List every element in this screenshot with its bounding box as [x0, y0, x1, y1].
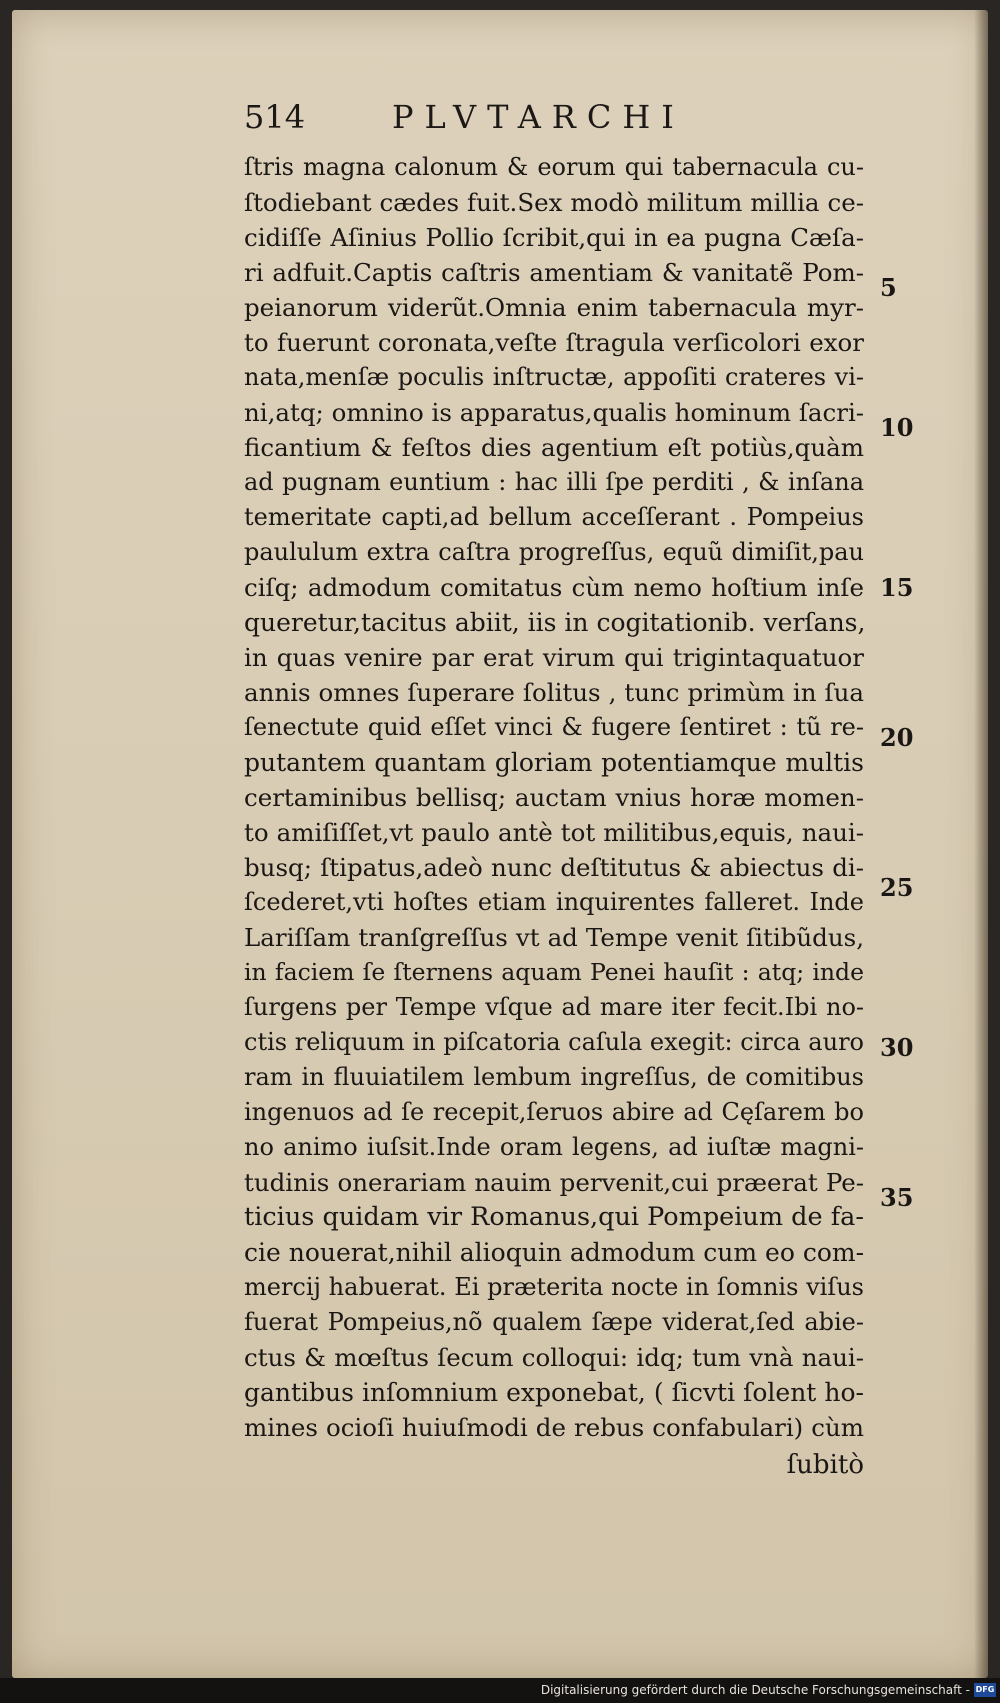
- text-line: to amiſiſſet,vt paulo antè tot militibus,equis, naui-: [244, 818, 864, 847]
- funding-credit: Digitalisierung gefördert durch die Deutsche Forschungsgemeinschaft -: [540, 1683, 970, 1697]
- text-line: ctis reliquum in piſcatoria caſula exegit: circa auro: [244, 1028, 864, 1056]
- text-line: ficantium & feſtos dies agentium eſt potiùs,quàm: [244, 433, 864, 462]
- margin-line-number-35: 35: [880, 1183, 914, 1212]
- text-line: cidiſſe Aſinius Pollio ſcribit,qui in ea pugna Cæſa-: [244, 223, 864, 252]
- text-line: certaminibus bellisq; auctam vnius horæ momen-: [244, 783, 864, 812]
- text-line: temeritate capti,ad bellum acceſſerant . Pompeius: [244, 503, 864, 531]
- text-line: ſenectute quid eſſet vinci & fugere ſentiret : tũ re-: [244, 713, 864, 741]
- text-line: annis omnes ſuperare ſolitus , tunc primùm in ſua: [244, 678, 864, 707]
- text-line: no animo iuſsit.Inde oram legens, ad iuſtæ magni-: [244, 1133, 864, 1161]
- page-header: [12, 98, 988, 138]
- text-line: ſtris magna calonum & eorum qui tabernacula cu-: [244, 153, 864, 181]
- text-line: ad pugnam euntium : hac illi ſpe perditi , & inſana: [244, 468, 864, 496]
- dfg-logo: DFG: [974, 1683, 996, 1697]
- text-line: putantem quantam gloriam potentiamque multis: [244, 748, 864, 777]
- digitization-footer: [0, 1678, 1000, 1703]
- margin-line-number-30: 30: [880, 1033, 914, 1062]
- text-line: ri adfuit.Captis caſtris amentiam & vanitatẽ Pom-: [244, 258, 864, 287]
- text-line: mines ocioſi huiuſmodi de rebus confabulari) cùm: [244, 1413, 864, 1442]
- text-line: ram in fluuiatilem lembum ingreſſus, de comitibus: [244, 1063, 864, 1091]
- main-text-block: [244, 150, 864, 1485]
- margin-line-number-20: 20: [880, 723, 914, 752]
- margin-line-number-25: 25: [880, 873, 914, 902]
- book-page: [12, 10, 988, 1678]
- text-line: ſtodiebant cædes fuit.Sex modò militum millia ce-: [244, 188, 864, 217]
- text-line: ſcederet,vti hoſtes etiam inquirentes falleret. Inde: [244, 888, 864, 916]
- margin-line-number-15: 15: [880, 573, 914, 602]
- text-line: gantibus inſomnium exponebat, ( ſicvti ſolent ho-: [244, 1378, 864, 1407]
- text-line: queretur,tacitus abiit, iis in cogitationib. verſans,: [244, 608, 866, 637]
- catchword: ſubitò: [786, 1450, 864, 1480]
- page-number: 514: [244, 98, 306, 136]
- text-line: peianorum viderũt.Omnia enim tabernacula myr-: [244, 293, 864, 322]
- text-line: in quas venire par erat virum qui trigintaquatuor: [244, 643, 864, 672]
- text-line: ticius quidam vir Romanus,qui Pompeium de fa-: [244, 1202, 864, 1232]
- text-line: Lariſſam tranſgreſſus vt ad Tempe venit ſitibũdus,: [244, 923, 864, 952]
- text-line: ſurgens per Tempe vſque ad mare iter fecit.Ibi no-: [244, 993, 864, 1021]
- text-line: tudinis onerariam nauim pervenit,cui præerat Pe-: [244, 1168, 864, 1197]
- margin-line-number-5: 5: [880, 273, 897, 302]
- text-line: busq; ſtipatus,adeò nunc deſtitutus & abiectus di-: [244, 853, 864, 882]
- running-title: PLVTARCHI: [392, 98, 685, 136]
- text-line: paululum extra caſtra progreſſus, equũ dimiſit,pau: [244, 538, 864, 566]
- text-line: fuerat Pompeius,nõ qualem ſæpe viderat,ſed abie-: [244, 1308, 864, 1336]
- text-line: to fuerunt coronata,veſte ſtragula verſicolori exor: [244, 328, 864, 357]
- text-line: ciſq; admodum comitatus cùm nemo hoſtium inſe: [244, 573, 864, 602]
- text-line: mercij habuerat. Ei præterita nocte in ſomnis viſus: [244, 1273, 864, 1301]
- text-line: nata,menſæ poculis inſtructæ, appoſiti crateres vi-: [244, 363, 864, 391]
- text-line: in faciem ſe ſternens aquam Penei hauſit : atq; inde: [244, 958, 864, 986]
- text-line: ingenuos ad ſe recepit,ſeruos abire ad Cęſarem bo: [244, 1098, 864, 1126]
- text-line: ni,atq; omnino is apparatus,qualis hominum ſacri-: [244, 398, 865, 427]
- margin-line-number-10: 10: [880, 413, 914, 442]
- text-line: ctus & mœſtus ſecum colloqui: idq; tum vnà naui-: [244, 1343, 864, 1372]
- text-line: cie nouerat,nihil alioquin admodum cum eo com-: [244, 1238, 865, 1267]
